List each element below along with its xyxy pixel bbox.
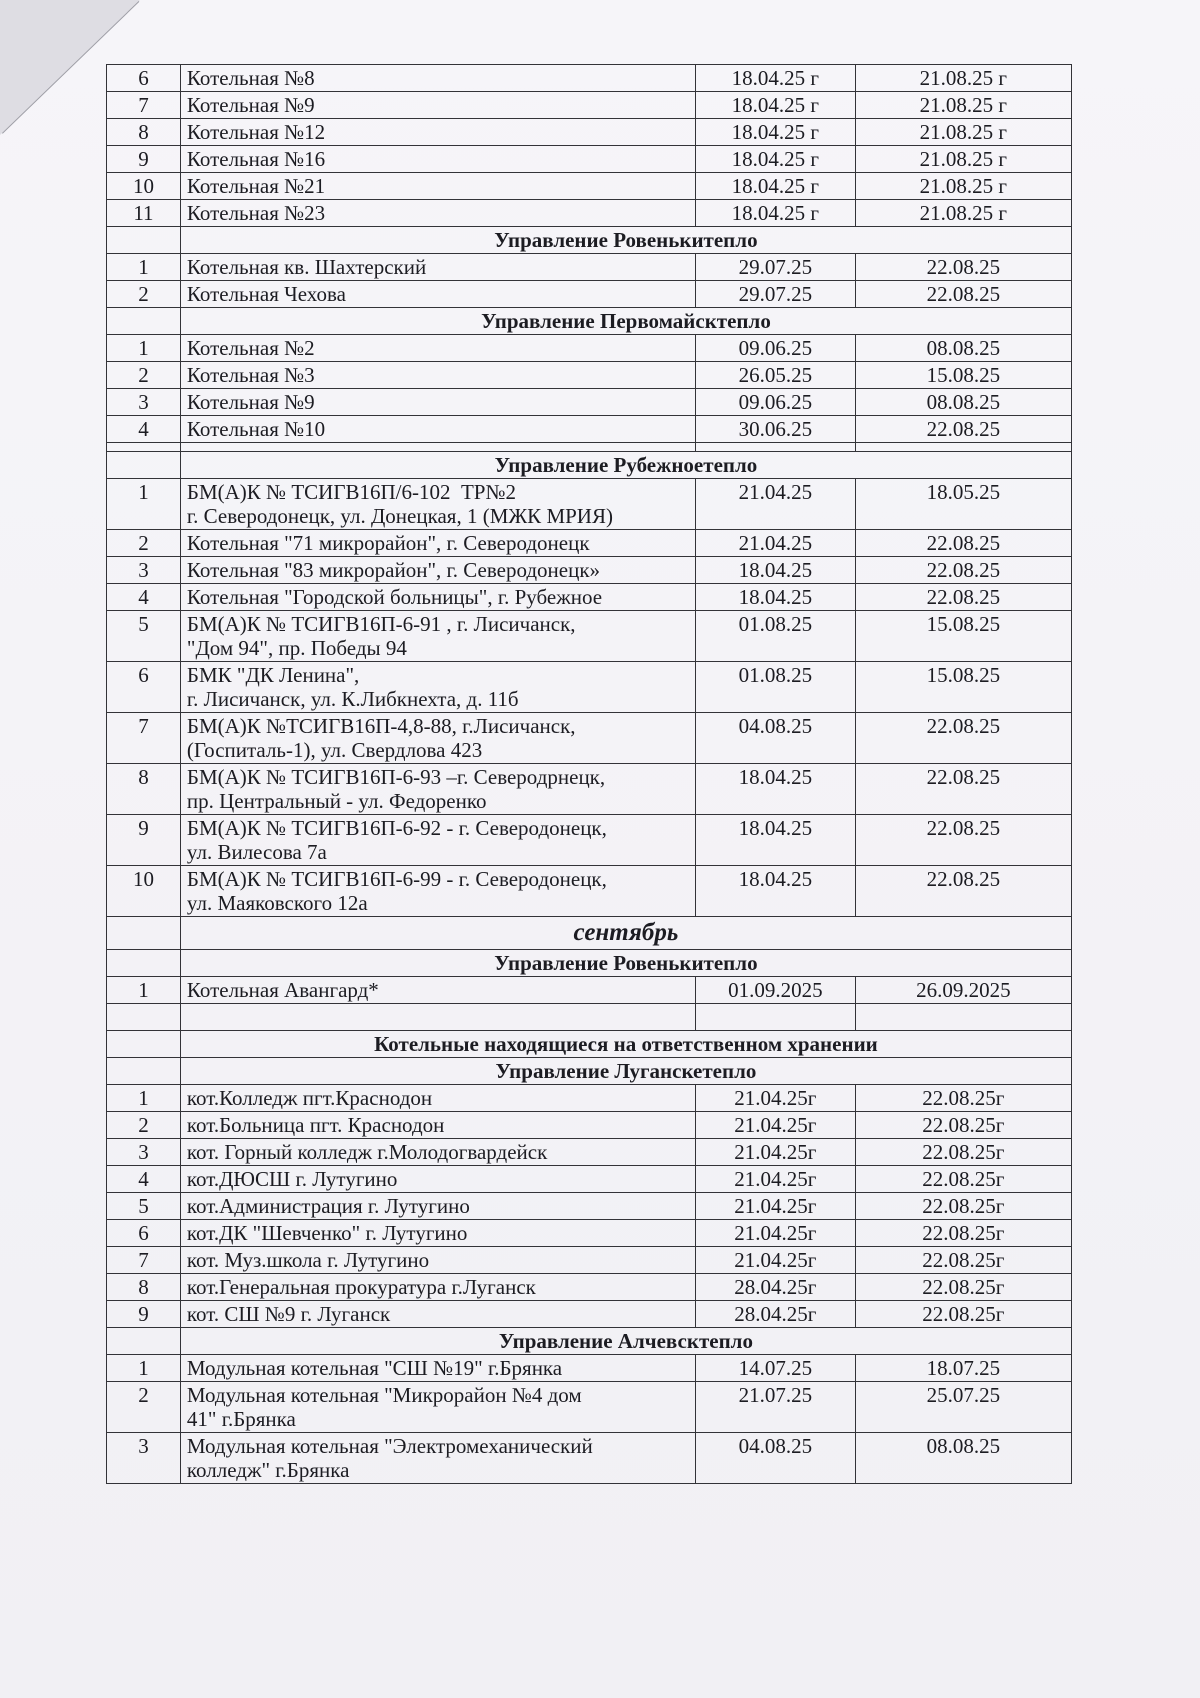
row-number: 9	[107, 815, 181, 866]
table-row	[107, 416, 1072, 443]
boiler-name: кот.ДК "Шевченко" г. Лутугино	[180, 1220, 695, 1247]
end-date: 22.08.25	[855, 866, 1071, 917]
start-date: 18.04.25	[695, 584, 855, 611]
row-number: 3	[107, 1433, 181, 1484]
boiler-name: БМ(А)К №ТСИГВ16П-4,8-88, г.Лисичанск, (Госпиталь-1), ул. Свердлова 423	[180, 713, 695, 764]
row-number: 1	[107, 254, 181, 281]
table-row	[107, 173, 1072, 200]
start-date: 18.04.25 г	[695, 119, 855, 146]
start-date: 21.04.25г	[695, 1193, 855, 1220]
row-number: 9	[107, 146, 181, 173]
boiler-name: Модульная котельная "Электромеханический колледж" г.Брянка	[180, 1433, 695, 1484]
boiler-name: кот. Горный колледж г.Молодогвардейск	[180, 1139, 695, 1166]
empty-cell	[180, 443, 695, 452]
table-row	[107, 1139, 1072, 1166]
table-row	[107, 254, 1072, 281]
row-number: 5	[107, 1193, 181, 1220]
boiler-name: БМ(А)К № ТСИГВ16П-6-91 , г. Лисичанск, "Дом 94", пр. Победы 94	[180, 611, 695, 662]
boiler-name: кот.Генеральная прокуратура г.Луганск	[180, 1274, 695, 1301]
end-date: 22.08.25	[855, 815, 1071, 866]
start-date: 04.08.25	[695, 713, 855, 764]
boiler-name: Котельная Авангард*	[180, 977, 695, 1004]
end-date: 18.05.25	[855, 479, 1071, 530]
end-date: 08.08.25	[855, 389, 1071, 416]
end-date: 22.08.25	[855, 764, 1071, 815]
boiler-name: кот.Администрация г. Лутугино	[180, 1193, 695, 1220]
row-number: 6	[107, 662, 181, 713]
row-number: 2	[107, 281, 181, 308]
row-number: 7	[107, 713, 181, 764]
section-row	[107, 1328, 1072, 1355]
boiler-name: Котельная "Городской больницы", г. Рубежное	[180, 584, 695, 611]
boiler-name: кот.ДЮСШ г. Лутугино	[180, 1166, 695, 1193]
boiler-name: Котельная №8	[180, 65, 695, 92]
empty-number-cell	[107, 1328, 181, 1355]
boiler-name: Модульная котельная "Микрорайон №4 дом 41" г.Брянка	[180, 1382, 695, 1433]
end-date: 22.08.25	[855, 281, 1071, 308]
start-date: 29.07.25	[695, 281, 855, 308]
boiler-name: Котельная Чехова	[180, 281, 695, 308]
end-date: 22.08.25г	[855, 1301, 1071, 1328]
row-number: 2	[107, 1382, 181, 1433]
section-row	[107, 1031, 1072, 1058]
end-date: 22.08.25г	[855, 1274, 1071, 1301]
empty-cell	[855, 443, 1071, 452]
start-date: 18.04.25 г	[695, 146, 855, 173]
boiler-name: Котельная кв. Шахтерский	[180, 254, 695, 281]
table-row	[107, 1382, 1072, 1433]
start-date: 18.04.25 г	[695, 65, 855, 92]
empty-cell	[855, 1004, 1071, 1031]
end-date: 18.07.25	[855, 1355, 1071, 1382]
table-row	[107, 866, 1072, 917]
start-date: 21.04.25	[695, 479, 855, 530]
table-row	[107, 584, 1072, 611]
start-date: 01.09.2025	[695, 977, 855, 1004]
table-row	[107, 281, 1072, 308]
row-number: 5	[107, 611, 181, 662]
row-number: 10	[107, 866, 181, 917]
end-date: 22.08.25	[855, 557, 1071, 584]
start-date: 26.05.25	[695, 362, 855, 389]
start-date: 18.04.25	[695, 557, 855, 584]
end-date: 15.08.25	[855, 362, 1071, 389]
row-number: 7	[107, 1247, 181, 1274]
section-title: Управление Ровенькитепло	[180, 950, 1071, 977]
section-row	[107, 950, 1072, 977]
boiler-name: БМ(А)К № ТСИГВ16П/6-102 ТР№2 г. Северодонецк, ул. Донецкая, 1 (МЖК МРИЯ)	[180, 479, 695, 530]
row-number: 11	[107, 200, 181, 227]
table-row	[107, 1301, 1072, 1328]
start-date: 18.04.25	[695, 764, 855, 815]
table-row	[107, 977, 1072, 1004]
boiler-name: кот. СШ №9 г. Луганск	[180, 1301, 695, 1328]
row-number: 10	[107, 173, 181, 200]
start-date: 21.04.25г	[695, 1139, 855, 1166]
start-date: 09.06.25	[695, 335, 855, 362]
end-date: 26.09.2025	[855, 977, 1071, 1004]
month-row	[107, 917, 1072, 950]
start-date: 14.07.25	[695, 1355, 855, 1382]
section-title: Управление Первомайсктепло	[180, 308, 1071, 335]
row-number: 6	[107, 65, 181, 92]
end-date: 21.08.25 г	[855, 65, 1071, 92]
table-row	[107, 146, 1072, 173]
start-date: 30.06.25	[695, 416, 855, 443]
start-date: 18.04.25 г	[695, 173, 855, 200]
section-row	[107, 1058, 1072, 1085]
empty-cell	[180, 1004, 695, 1031]
table-row	[107, 764, 1072, 815]
table-row	[107, 713, 1072, 764]
table-row	[107, 1247, 1072, 1274]
section-title: Управление Алчевсктепло	[180, 1328, 1071, 1355]
start-date: 04.08.25	[695, 1433, 855, 1484]
boiler-name: Котельная №23	[180, 200, 695, 227]
blank-row	[107, 1004, 1072, 1031]
table-row	[107, 200, 1072, 227]
section-title: Котельные находящиеся на ответственном хранении	[180, 1031, 1071, 1058]
section-title: Управление Ровенькитепло	[180, 227, 1071, 254]
boiler-name: БМ(А)К № ТСИГВ16П-6-93 –г. Северодрнецк, пр. Центральный - ул. Федоренко	[180, 764, 695, 815]
end-date: 22.08.25г	[855, 1085, 1071, 1112]
section-title: Управление Рубежноетепло	[180, 452, 1071, 479]
boiler-name: БМК "ДК Ленина", г. Лисичанск, ул. К.Либкнехта, д. 11б	[180, 662, 695, 713]
row-number: 9	[107, 1301, 181, 1328]
table-row	[107, 1220, 1072, 1247]
table-row	[107, 611, 1072, 662]
empty-cell	[107, 443, 181, 452]
boiler-name: кот.Колледж пгт.Краснодон	[180, 1085, 695, 1112]
end-date: 22.08.25	[855, 254, 1071, 281]
table-row	[107, 1274, 1072, 1301]
section-row	[107, 452, 1072, 479]
end-date: 22.08.25	[855, 530, 1071, 557]
boiler-name: Котельная №12	[180, 119, 695, 146]
table-row	[107, 389, 1072, 416]
table-row	[107, 1085, 1072, 1112]
start-date: 21.04.25г	[695, 1220, 855, 1247]
start-date: 28.04.25г	[695, 1301, 855, 1328]
boiler-name: Котельная №21	[180, 173, 695, 200]
table-row	[107, 1112, 1072, 1139]
table-row	[107, 1166, 1072, 1193]
section-row	[107, 308, 1072, 335]
boiler-name: Котельная №9	[180, 389, 695, 416]
empty-number-cell	[107, 452, 181, 479]
table-row	[107, 662, 1072, 713]
empty-number-cell	[107, 917, 181, 950]
row-number: 4	[107, 416, 181, 443]
row-number: 8	[107, 119, 181, 146]
row-number: 1	[107, 479, 181, 530]
empty-cell	[107, 1004, 181, 1031]
boiler-name: Котельная №16	[180, 146, 695, 173]
row-number: 3	[107, 1139, 181, 1166]
boiler-name: Котельная №10	[180, 416, 695, 443]
boiler-name: Котельная "71 микрорайон", г. Северодонецк	[180, 530, 695, 557]
start-date: 28.04.25г	[695, 1274, 855, 1301]
start-date: 21.04.25г	[695, 1112, 855, 1139]
end-date: 21.08.25 г	[855, 92, 1071, 119]
table-row	[107, 479, 1072, 530]
boiler-name: Модульная котельная "СШ №19" г.Брянка	[180, 1355, 695, 1382]
section-title: Управление Луганскетепло	[180, 1058, 1071, 1085]
boiler-name: Котельная №3	[180, 362, 695, 389]
table-row	[107, 815, 1072, 866]
end-date: 22.08.25г	[855, 1112, 1071, 1139]
boiler-name: Котельная "83 микрорайон", г. Северодонецк»	[180, 557, 695, 584]
table-row	[107, 530, 1072, 557]
start-date: 18.04.25 г	[695, 92, 855, 119]
table-row	[107, 1193, 1072, 1220]
table-row	[107, 362, 1072, 389]
table-row	[107, 557, 1072, 584]
table-row	[107, 335, 1072, 362]
empty-number-cell	[107, 308, 181, 335]
row-number: 8	[107, 1274, 181, 1301]
start-date: 21.04.25г	[695, 1166, 855, 1193]
end-date: 22.08.25	[855, 416, 1071, 443]
row-number: 4	[107, 1166, 181, 1193]
row-number: 1	[107, 1085, 181, 1112]
spacer-row	[107, 443, 1072, 452]
row-number: 7	[107, 92, 181, 119]
empty-number-cell	[107, 1058, 181, 1085]
table-row	[107, 65, 1072, 92]
row-number: 2	[107, 530, 181, 557]
table-row	[107, 1433, 1072, 1484]
start-date: 09.06.25	[695, 389, 855, 416]
empty-number-cell	[107, 227, 181, 254]
start-date: 01.08.25	[695, 662, 855, 713]
row-number: 3	[107, 389, 181, 416]
end-date: 08.08.25	[855, 335, 1071, 362]
row-number: 6	[107, 1220, 181, 1247]
start-date: 29.07.25	[695, 254, 855, 281]
boiler-name: кот. Муз.школа г. Лутугино	[180, 1247, 695, 1274]
start-date: 18.04.25	[695, 866, 855, 917]
end-date: 22.08.25г	[855, 1247, 1071, 1274]
start-date: 18.04.25	[695, 815, 855, 866]
schedule-rows	[107, 65, 1072, 1484]
table-row	[107, 92, 1072, 119]
row-number: 1	[107, 1355, 181, 1382]
table-row	[107, 1355, 1072, 1382]
end-date: 22.08.25г	[855, 1166, 1071, 1193]
empty-cell	[695, 1004, 855, 1031]
row-number: 3	[107, 557, 181, 584]
end-date: 15.08.25	[855, 611, 1071, 662]
start-date: 21.04.25г	[695, 1085, 855, 1112]
empty-cell	[695, 443, 855, 452]
row-number: 2	[107, 1112, 181, 1139]
row-number: 1	[107, 977, 181, 1004]
end-date: 08.08.25	[855, 1433, 1071, 1484]
row-number: 2	[107, 362, 181, 389]
boiler-name: кот.Больница пгт. Краснодон	[180, 1112, 695, 1139]
end-date: 22.08.25г	[855, 1220, 1071, 1247]
start-date: 21.04.25	[695, 530, 855, 557]
end-date: 21.08.25 г	[855, 173, 1071, 200]
row-number: 1	[107, 335, 181, 362]
end-date: 21.08.25 г	[855, 146, 1071, 173]
start-date: 01.08.25	[695, 611, 855, 662]
empty-number-cell	[107, 1031, 181, 1058]
boiler-name: БМ(А)К № ТСИГВ16П-6-92 - г. Северодонецк, ул. Вилесова 7а	[180, 815, 695, 866]
section-row	[107, 227, 1072, 254]
end-date: 22.08.25г	[855, 1139, 1071, 1166]
start-date: 21.07.25	[695, 1382, 855, 1433]
end-date: 21.08.25 г	[855, 119, 1071, 146]
row-number: 8	[107, 764, 181, 815]
end-date: 21.08.25 г	[855, 200, 1071, 227]
end-date: 25.07.25	[855, 1382, 1071, 1433]
boiler-name: Котельная №9	[180, 92, 695, 119]
table-row	[107, 119, 1072, 146]
end-date: 15.08.25	[855, 662, 1071, 713]
month-title: сентябрь	[180, 917, 1071, 950]
start-date: 18.04.25 г	[695, 200, 855, 227]
start-date: 21.04.25г	[695, 1247, 855, 1274]
boiler-schedule-table	[106, 64, 1072, 1484]
end-date: 22.08.25	[855, 584, 1071, 611]
end-date: 22.08.25	[855, 713, 1071, 764]
end-date: 22.08.25г	[855, 1193, 1071, 1220]
empty-number-cell	[107, 950, 181, 977]
boiler-name: БМ(А)К № ТСИГВ16П-6-99 - г. Северодонецк, ул. Маяковского 12а	[180, 866, 695, 917]
boiler-name: Котельная №2	[180, 335, 695, 362]
row-number: 4	[107, 584, 181, 611]
